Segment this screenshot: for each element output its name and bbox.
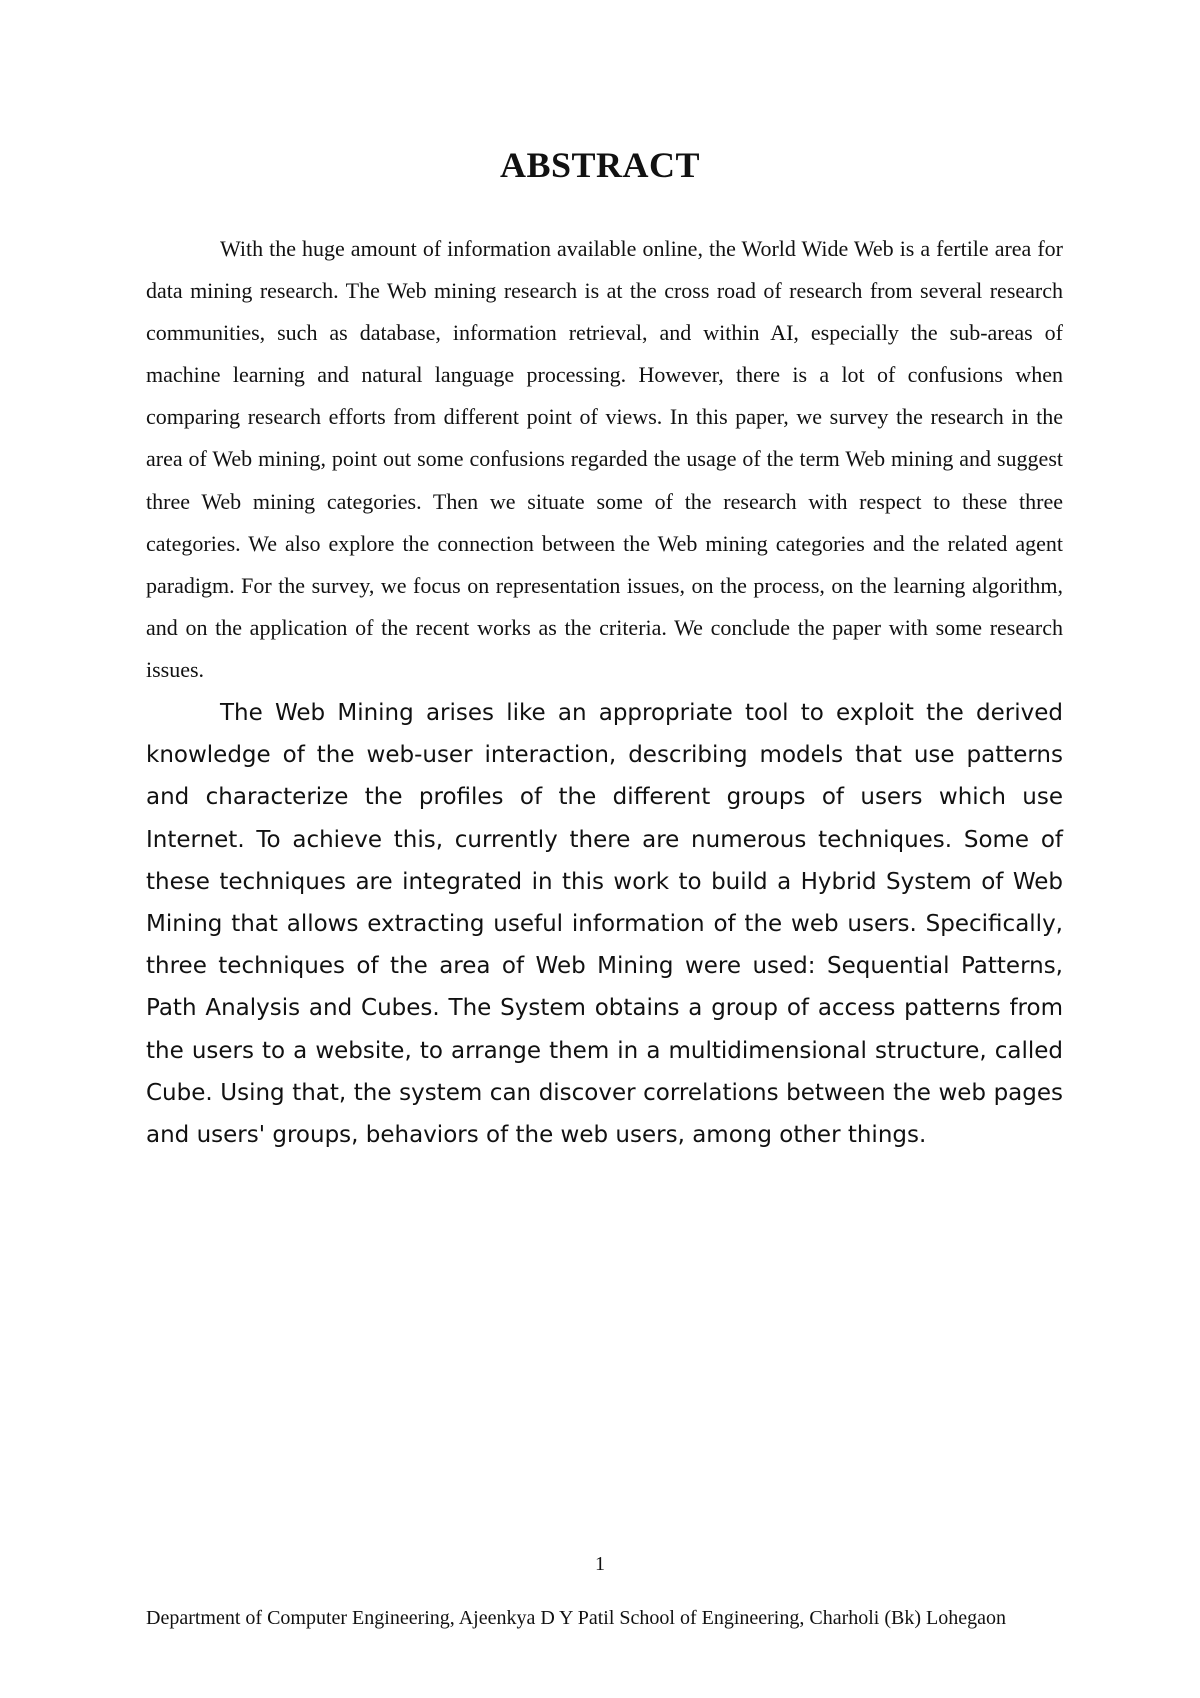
page-title: ABSTRACT bbox=[499, 145, 701, 185]
page-footer: Department of Computer Engineering, Ajeenkya D Y Patil School of Engineering, Charholi (Bk) Lohegaon bbox=[146, 1607, 1006, 1629]
abstract-paragraph-2: The Web Mining arises like an appropriate tool to exploit the derived knowledge of the web-user interaction, describing models that use patterns and characterize the profiles of the different groups of users which use Internet. To achieve this, currently there are numerous techniques. Some of these techniques are integrated in this work to build a Hybrid System of Web Mining that allows extracting useful information of the web users. Specifically, three techniques of the area of Web Mining were used: Sequential Patterns, Path Analysis and Cubes. The System obtains a group of access patterns from the users to a website, to arrange them in a multidimensional structure, called Cube. Using that, the system can discover correlations between the web pages and users' groups, behaviors of the web users, among other things. bbox=[146, 700, 1063, 1149]
page-number: 1 bbox=[595, 1553, 605, 1575]
abstract-paragraph-1: With the huge amount of information available online, the World Wide Web is a fertile area for data mining research. The Web mining research is at the cross road of research from several research communities, such as database, information retrieval, and within AI, especially the sub-areas of machine learning and natural language processing. However, there is a lot of confusions when comparing research efforts from different point of views. In this paper, we survey the research in the area of Web mining, point out some confusions regarded the usage of the term Web mining and suggest three Web mining categories. Then we situate some of the research with respect to these three categories. We also explore the connection between the Web mining categories and the related agent paradigm. For the survey, we focus on representation issues, on the process, on the learning algorithm, and on the application of the recent works as the criteria. We conclude the paper with some research issues. bbox=[146, 236, 1063, 682]
